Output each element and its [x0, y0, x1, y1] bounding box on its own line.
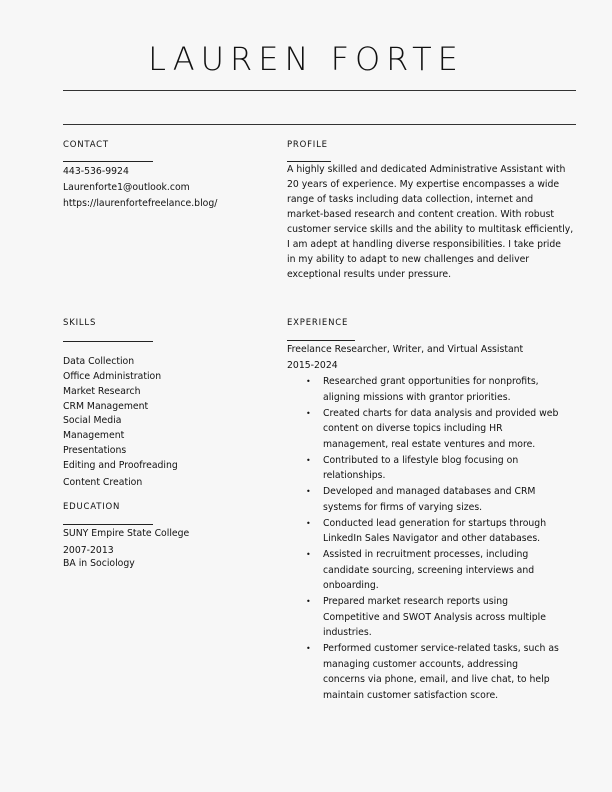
- contact-phone: 443-536-9924: [63, 166, 129, 177]
- skill-item: Editing and Proofreading: [63, 460, 178, 471]
- contact-email[interactable]: Laurenforte1@outlook.com: [63, 182, 190, 193]
- experience-years: 2015-2024: [287, 360, 338, 371]
- skill-item: CRM Management: [63, 401, 149, 412]
- education-years: 2007-2013: [63, 545, 114, 556]
- skill-item: Office Administration: [63, 371, 162, 382]
- experience-bullet-line: Prepared market research reports using: [323, 596, 509, 607]
- experience-bullet-line: LinkedIn Sales Navigator and other databases.: [323, 533, 541, 544]
- experience-bullet-line: industries.: [323, 627, 372, 638]
- profile-text: [287, 162, 587, 282]
- experience-bullet-line: relationships.: [323, 470, 386, 481]
- bullet-icon: •: [306, 550, 311, 559]
- bullet-icon: •: [306, 644, 311, 653]
- experience-bullet-line: aligning missions with grantor priorities.: [323, 391, 511, 403]
- contact-website[interactable]: https://laurenfortefreelance.blog/: [63, 198, 218, 209]
- experience-bullet: [306, 484, 583, 515]
- skill-item: Content Creation: [63, 477, 143, 488]
- header-bottom-rule: [63, 124, 576, 125]
- bullet-icon: •: [306, 408, 311, 418]
- experience-bullet-line: maintain customer satisfaction score.: [323, 689, 499, 701]
- bullet-icon: •: [306, 597, 311, 606]
- education-underline: [63, 524, 153, 525]
- skill-item: Social Media: [63, 415, 122, 426]
- experience-bullet: [306, 374, 583, 405]
- experience-bullet-line: Competitive and SWOT Analysis across multiple: [323, 611, 546, 623]
- experience-bullet-line: management, real estate ventures and more.: [323, 438, 536, 450]
- experience-bullet-line: concerns via phone, email, and live chat, to help: [323, 674, 550, 685]
- education-heading: EDUCATION: [63, 502, 121, 512]
- skills-heading: SKILLS: [63, 318, 97, 328]
- profile-line: market-based research and content creation. With robust: [287, 209, 555, 220]
- skill-item: Data Collection: [63, 356, 135, 367]
- bullet-icon: •: [306, 487, 311, 496]
- profile-line: customer service skills and the ability to multitask efficiently,: [287, 224, 574, 235]
- profile-heading: PROFILE: [287, 140, 328, 150]
- experience-bullet-line: Performed customer service-related tasks, such as: [323, 643, 559, 654]
- experience-title: Freelance Researcher, Writer, and Virtual Assistant: [287, 344, 524, 355]
- top-rule: [63, 90, 576, 91]
- experience-bullet: [306, 547, 583, 594]
- experience-bullet-line: Created charts for data analysis and provided web: [323, 407, 559, 419]
- experience-bullet-line: onboarding.: [323, 580, 379, 591]
- experience-bullet-line: Developed and managed databases and CRM: [323, 486, 536, 497]
- skill-item: Presentations: [63, 445, 127, 456]
- experience-bullet: [306, 594, 583, 641]
- profile-line: 20 years of experience. My expertise encompasses a wide: [287, 179, 560, 190]
- skill-item: Market Research: [63, 386, 141, 397]
- experience-bullet: [306, 516, 583, 547]
- profile-line: range of tasks including data collection, internet and: [287, 194, 534, 205]
- contact-heading: CONTACT: [63, 140, 109, 150]
- experience-bullet-line: Contributed to a lifestyle blog focusing on: [323, 454, 519, 466]
- bullet-icon: •: [306, 455, 311, 465]
- experience-bullet-line: managing customer accounts, addressing: [323, 658, 519, 670]
- experience-bullet: [306, 641, 583, 703]
- experience-underline: [287, 340, 355, 341]
- experience-bullets: [306, 374, 583, 704]
- experience-bullet: [306, 453, 583, 484]
- education-degree: BA in Sociology: [63, 558, 135, 569]
- experience-heading: EXPERIENCE: [287, 318, 349, 328]
- education-school: SUNY Empire State College: [63, 528, 190, 539]
- contact-underline: [63, 161, 153, 162]
- experience-bullet-line: candidate sourcing, screening interviews and: [323, 564, 535, 576]
- bullet-icon: •: [306, 377, 311, 386]
- experience-bullet-line: Researched grant opportunities for nonprofits,: [323, 376, 539, 387]
- experience-bullet-line: systems for firms of varying sizes.: [323, 501, 483, 513]
- experience-bullet: [306, 406, 583, 453]
- skills-underline: [63, 341, 153, 342]
- resume-name: LAUREN FORTE: [148, 40, 464, 78]
- profile-line: A highly skilled and dedicated Administrative Assistant with: [287, 164, 566, 175]
- profile-line: in my ability to adapt to new challenges and deliver: [287, 254, 530, 265]
- profile-line: I am adept at handling diverse responsibilities. I take pride: [287, 239, 562, 250]
- experience-bullet-line: Conducted lead generation for startups through: [323, 517, 547, 529]
- experience-bullet-line: content on diverse topics including HR: [323, 423, 503, 434]
- experience-bullet-line: Assisted in recruitment processes, including: [323, 549, 529, 560]
- bullet-icon: •: [306, 518, 311, 528]
- skill-item: Management: [63, 430, 125, 441]
- profile-line: exceptional results under pressure.: [287, 269, 452, 280]
